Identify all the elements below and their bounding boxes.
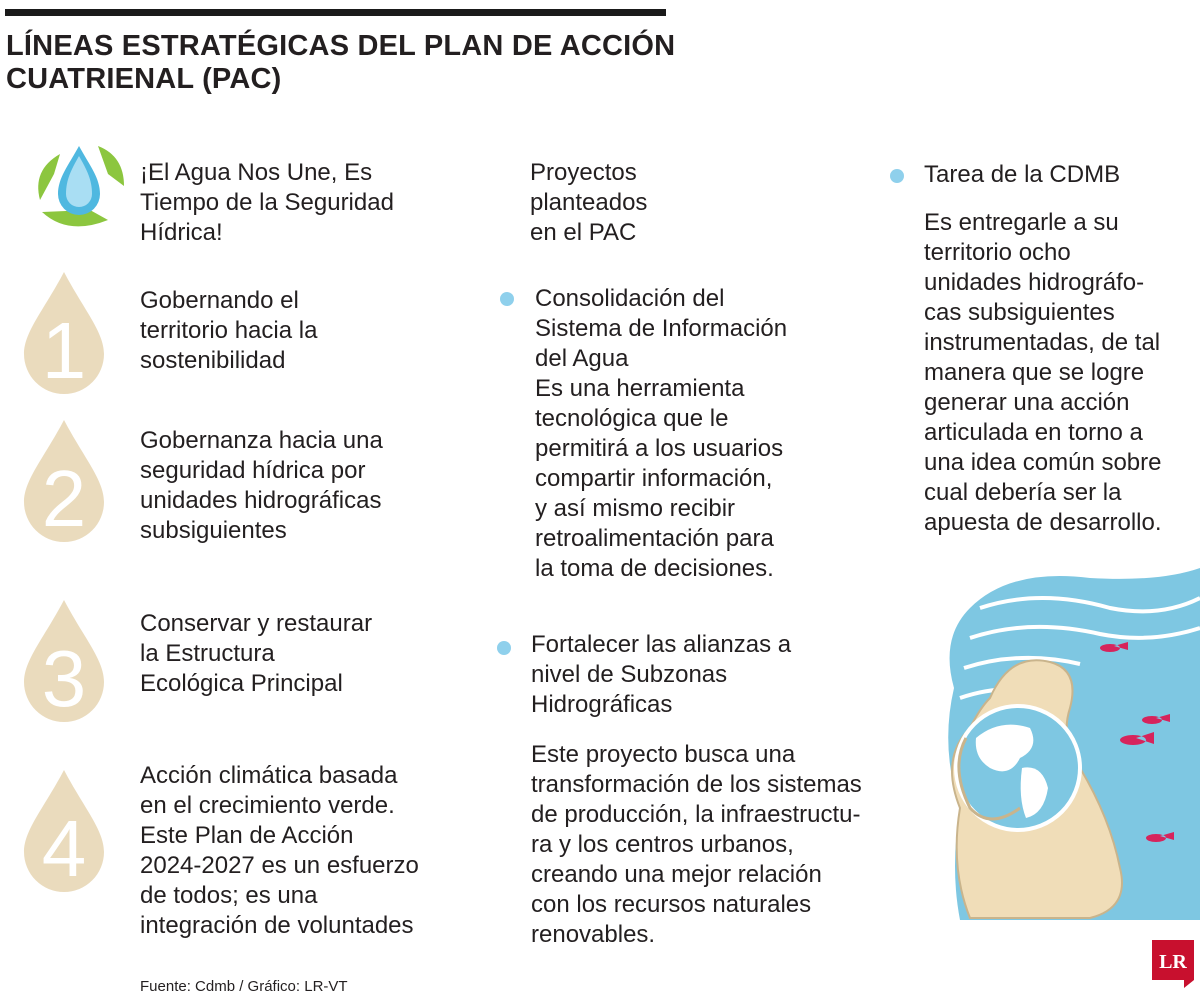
project-2-title [531, 630, 791, 720]
cdmb-body-line: una idea común sobre [924, 449, 1162, 476]
svg-text:1: 1 [41, 306, 87, 395]
la-republica-logo [1152, 940, 1194, 988]
item-line: Este Plan de Acción [140, 822, 354, 849]
cdmb-body-line: manera que se logre [924, 359, 1145, 386]
strategic-line-4 [140, 761, 419, 941]
item-line: la Estructura [140, 640, 275, 667]
item-line: Gobernando el [140, 287, 299, 314]
project-body-line: Es una herramienta [535, 375, 745, 402]
project-body-line: compartir información, [535, 465, 773, 492]
woman-hugging-earth-illustration [930, 568, 1200, 920]
project-title-line: Fortalecer las alianzas a [531, 631, 792, 658]
strategic-line-3 [140, 609, 372, 699]
item-line: sostenibilidad [140, 347, 286, 374]
title-line-1: LÍNEAS ESTRATÉGICAS DEL PLAN DE ACCIÓN [6, 30, 676, 62]
projects-heading [530, 158, 647, 248]
strategic-line-1 [140, 286, 317, 376]
project-title-line: del Agua [535, 345, 629, 372]
project-title-line: Consolidación del [535, 285, 725, 312]
page-title [6, 30, 706, 96]
cdmb-body-line: territorio ocho [924, 239, 1071, 266]
source-credit: Fuente: Cdmb / Gráfico: LR-VT [140, 978, 348, 995]
slogan-line: ¡El Agua Nos Une, Es [140, 159, 373, 186]
cdmb-body [924, 208, 1162, 538]
top-rule [5, 9, 666, 16]
project-body-line: retroalimentación para [535, 525, 774, 552]
project-body-line: Este proyecto busca una [531, 741, 796, 768]
drop-number-1 [14, 270, 114, 395]
cdmb-heading: Tarea de la CDMB [924, 161, 1121, 188]
strategic-line-2 [140, 426, 383, 546]
project-title-line: Hidrográficas [531, 691, 673, 718]
cdmb-body-line: instrumentadas, de tal [924, 329, 1161, 356]
title-line-2: CUATRIENAL (PAC) [6, 63, 282, 95]
item-line: Ecológica Principal [140, 670, 343, 697]
project-title-line: nivel de Subzonas [531, 661, 728, 688]
cdmb-body-line: unidades hidrográfo- [924, 269, 1145, 296]
cdmb-body-line: Es entregarle a su [924, 209, 1119, 236]
project-title-line: Sistema de Información [535, 315, 788, 342]
item-line: integración de voluntades [140, 912, 414, 939]
project-body-line: la toma de decisiones. [535, 555, 774, 582]
bullet-icon [500, 292, 514, 306]
drop-number-4 [14, 768, 114, 893]
project-body-line: de producción, la infraestructu- [531, 801, 861, 828]
svg-text:2: 2 [41, 454, 87, 543]
project-body-line: y así mismo recibir [535, 495, 736, 522]
project-body-line: con los recursos naturales [531, 891, 812, 918]
item-line: en el crecimiento verde. [140, 792, 395, 819]
project-body-line: transformación de los sistemas [531, 771, 862, 798]
water-drop-recycle-icon [28, 140, 130, 232]
svg-text:3: 3 [41, 634, 87, 723]
project-1 [535, 284, 787, 584]
cdmb-body-line: apuesta de desarrollo. [924, 509, 1162, 536]
bullet-icon [890, 169, 904, 183]
item-line: Acción climática basada [140, 762, 398, 789]
cdmb-body-line: cas subsiguientes [924, 299, 1115, 326]
bullet-icon [497, 641, 511, 655]
slogan-line: Tiempo de la Seguridad [140, 189, 394, 216]
project-body-line: creando una mejor relación [531, 861, 822, 888]
cdmb-body-line: articulada en torno a [924, 419, 1143, 446]
item-line: de todos; es una [140, 882, 318, 909]
slogan-line: Hídrica! [140, 219, 223, 246]
project-body-line: ra y los centros urbanos, [531, 831, 794, 858]
svg-text:LR: LR [1159, 951, 1187, 973]
project-body-line: renovables. [531, 921, 656, 948]
project-2-body [531, 740, 862, 950]
svg-text:4: 4 [41, 804, 87, 893]
heading-line: planteados [530, 189, 648, 216]
cdmb-body-line: cual debería ser la [924, 479, 1122, 506]
drop-number-3 [14, 598, 114, 723]
item-line: subsiguientes [140, 517, 287, 544]
heading-line: Proyectos [530, 159, 637, 186]
item-line: territorio hacia la [140, 317, 318, 344]
item-line: unidades hidrográficas [140, 487, 382, 514]
heading-line: en el PAC [530, 219, 637, 246]
item-line: seguridad hídrica por [140, 457, 366, 484]
item-line: Gobernanza hacia una [140, 427, 383, 454]
drop-number-2 [14, 418, 114, 543]
slogan [140, 158, 394, 248]
item-line: Conservar y restaurar [140, 610, 373, 637]
project-body-line: permitirá a los usuarios [535, 435, 784, 462]
item-line: 2024-2027 es un esfuerzo [140, 852, 419, 879]
cdmb-body-line: generar una acción [924, 389, 1130, 416]
project-body-line: tecnológica que le [535, 405, 729, 432]
